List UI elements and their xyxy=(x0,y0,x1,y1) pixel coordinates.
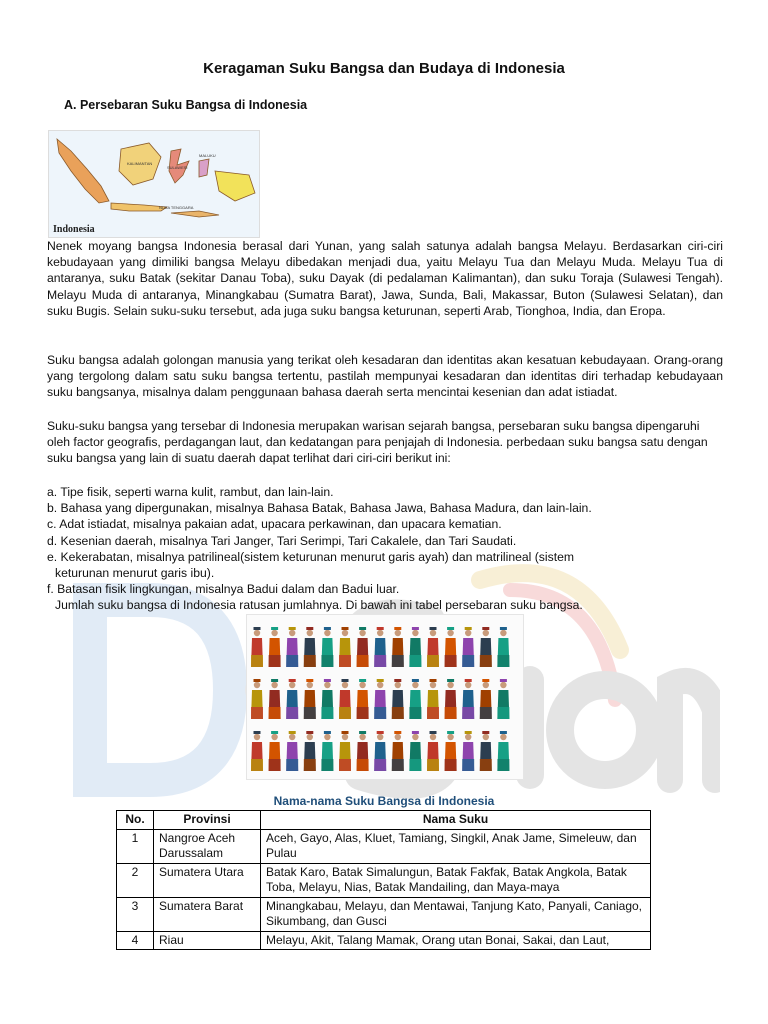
costume-figure xyxy=(427,731,439,771)
costume-figure xyxy=(339,627,351,667)
map-illustration xyxy=(49,131,259,237)
costume-figure xyxy=(497,679,509,719)
table-row xyxy=(117,863,651,897)
costume-figure xyxy=(357,627,369,667)
costume-figure xyxy=(286,679,298,719)
costume-figure xyxy=(286,627,298,667)
cell-nama-suku: Minangkabau, Melayu, dan Mentawai, Tanjung Kato, Panyali, Caniago, Sikumbang, dan Gusci xyxy=(261,897,651,931)
costume-figure xyxy=(321,627,333,667)
costume-figure xyxy=(269,627,281,667)
costume-figure xyxy=(321,731,333,771)
document-title: Keragaman Suku Bangsa dan Budaya di Indonesia xyxy=(203,60,565,77)
costume-figure xyxy=(304,627,316,667)
table-header-row xyxy=(117,811,651,830)
section-heading: A. Persebaran Suku Bangsa di Indonesia xyxy=(64,98,308,112)
costume-figure xyxy=(374,627,386,667)
table-row xyxy=(117,829,651,863)
list-item: e. Kekerabatan, misalnya patrilineal(sistem keturunan menurut garis ayah) dan matrilineal (sistem xyxy=(47,549,575,564)
costume-figure xyxy=(357,731,369,771)
costume-figure xyxy=(251,679,263,719)
cell-no: 2 xyxy=(117,863,154,897)
indonesia-map-image xyxy=(48,130,260,238)
costume-figure xyxy=(462,679,474,719)
cell-no: 1 xyxy=(117,829,154,863)
costume-figure xyxy=(409,679,421,719)
costume-figure xyxy=(445,679,457,719)
list-item: a. Tipe fisik, seperti warna kulit, rambut, dan lain-lain. xyxy=(47,485,334,499)
costume-figure xyxy=(269,679,281,719)
cell-nama-suku: Melayu, Akit, Talang Mamak, Orang utan Bonai, Sakai, dan Laut, xyxy=(261,931,651,950)
costume-figure xyxy=(497,731,509,771)
costume-figure xyxy=(480,627,492,667)
paragraph: Nenek moyang bangsa Indonesia berasal dari Yunan, yang salah satunya adalah bangsa Melayu. Berdasarkan ciri-ciri kebudayaan yang dimiliki bangsa Melayu dibedakan menjadi dua, yaitu Melayu Tua dan Melayu Muda. Melayu Tua di antaranya, suku Batak (sekitar Danau Toba), suku Dayak (di pedalaman Kalimantan), dan suku Toraja (Sulawesi Tengah). Melayu Muda di antaranya, Minangkabau (Sumatra Barat), Jawa, Sunda, Bali, Makassar, Buton (Sulawesi Selatan), dan suku Bugis. Selain suku-suku tersebut, ada juga suku bangsa keturunan, seperti Arab, Tionghoa, India, dan Eropa. xyxy=(47,239,723,318)
costume-figure xyxy=(480,731,492,771)
list-item: Jumlah suku bangsa di Indonesia ratusan jumlahnya. Di bawah ini tabel persebaran suku bangsa. xyxy=(55,598,583,613)
cell-no: 3 xyxy=(117,897,154,931)
costume-figure xyxy=(392,731,404,771)
column-header-nama-suku: Nama Suku xyxy=(261,811,651,830)
costume-figure xyxy=(339,679,351,719)
list-item: d. Kesenian daerah, misalnya Tari Janger, Tari Serimpi, Tari Cakalele, dan Tari Saudati. xyxy=(47,533,517,548)
costume-figure xyxy=(269,731,281,771)
costume-figure xyxy=(357,679,369,719)
cell-provinsi: Sumatera Utara xyxy=(154,863,261,897)
cell-provinsi: Sumatera Barat xyxy=(154,897,261,931)
list-item: b. Bahasa yang dipergunakan, misalnya Bahasa Batak, Bahasa Jawa, Bahasa Madura, dan lain-lain. xyxy=(47,501,592,516)
costume-figure xyxy=(286,731,298,771)
column-header-provinsi: Provinsi xyxy=(154,811,261,830)
cell-nama-suku: Aceh, Gayo, Alas, Kluet, Tamiang, Singkil, Anak Jame, Simeleuw, dan Pulau xyxy=(261,829,651,863)
costume-figure xyxy=(304,731,316,771)
costume-figure xyxy=(427,627,439,667)
costume-figure xyxy=(462,731,474,771)
cell-provinsi: Nangroe Aceh Darussalam xyxy=(154,829,261,863)
costume-figure xyxy=(480,679,492,719)
traditional-costumes-image xyxy=(246,614,524,780)
costume-figure xyxy=(304,679,316,719)
table-row xyxy=(117,897,651,931)
costume-figure xyxy=(462,627,474,667)
costume-figure xyxy=(251,731,263,771)
cell-no: 4 xyxy=(117,931,154,950)
list-item: keturunan menurut garis ibu). xyxy=(55,566,215,581)
costume-figure xyxy=(374,731,386,771)
list-item: c. Adat istiadat, misalnya pakaian adat, upacara perkawinan, dan upacara kematian. xyxy=(47,517,502,532)
map-place-label: NUSA TENGGARA xyxy=(159,205,194,210)
cell-provinsi: Riau xyxy=(154,931,261,950)
column-header-no: No. xyxy=(117,811,154,830)
table-caption: Nama-nama Suku Bangsa di Indonesia xyxy=(273,794,495,808)
costume-figure xyxy=(497,627,509,667)
map-place-label: MALUKU xyxy=(199,153,216,158)
costume-figure xyxy=(339,731,351,771)
table-row xyxy=(117,931,651,950)
characteristics-list xyxy=(47,484,723,614)
costume-figure xyxy=(251,627,263,667)
costume-figure xyxy=(392,679,404,719)
costume-figure xyxy=(409,627,421,667)
paragraph: Suku-suku bangsa yang tersebar di Indonesia merupakan warisan sejarah bangsa, persebaran suku bangsa dipengaruhi oleh factor geografis, perdagangan laut, dan kedatangan para penjajah di Indonesia. perbedaan suku bangsa satu dengan suku bangsa yang lain di suatu daerah dapat terlihat dari ciri-ciri berikut ini: xyxy=(47,419,708,466)
costume-figure xyxy=(374,679,386,719)
map-place-label: KALIMANTAN xyxy=(127,161,153,166)
list-item: f. Batasan fisik lingkungan, misalnya Badui dalam dan Badui luar. xyxy=(47,582,400,597)
costume-figure xyxy=(427,679,439,719)
costume-figure xyxy=(445,627,457,667)
map-place-label: SULAWESI xyxy=(167,165,188,170)
costume-figures xyxy=(247,615,523,779)
paragraph: Suku bangsa adalah golongan manusia yang terikat oleh kesadaran dan identitas akan kesatuan kebudayaan. Orang-orang yang tergolong dalam satu suku bangsa tertentu, pastilah mempunyai kesadaran dan identitas diri terhadap kebudayaan suku bangsanya, misalnya dalam penggunaan bahasa daerah serta mencintai kesenian dan adat istiadat. xyxy=(47,353,723,400)
costume-figure xyxy=(392,627,404,667)
costume-figure xyxy=(409,731,421,771)
cell-nama-suku: Batak Karo, Batak Simalungun, Batak Fakfak, Batak Angkola, Batak Toba, Melayu, Nias, Batak Mandailing, dan Maya-maya xyxy=(261,863,651,897)
costume-figure xyxy=(321,679,333,719)
costume-figure xyxy=(445,731,457,771)
map-caption: Indonesia xyxy=(53,224,95,235)
ethnic-groups-table xyxy=(116,810,651,950)
